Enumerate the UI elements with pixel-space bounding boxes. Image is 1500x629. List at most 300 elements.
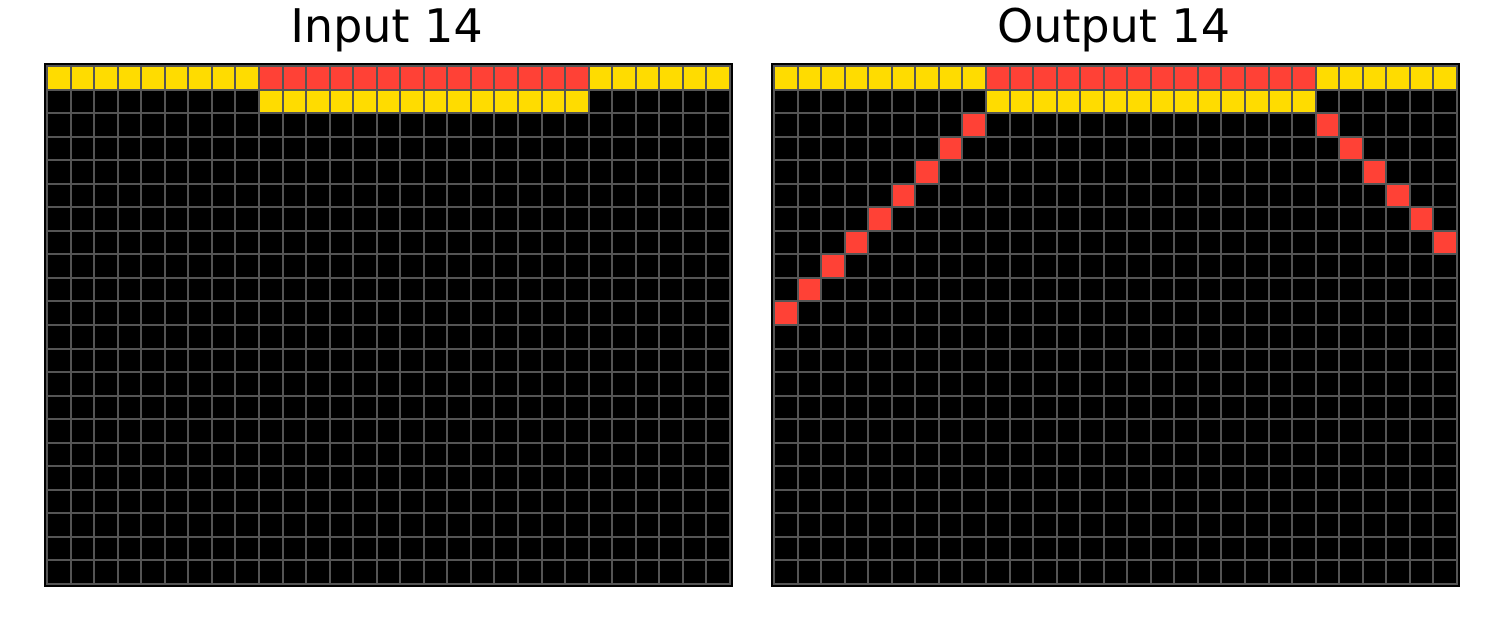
- cell-empty: [799, 302, 821, 324]
- cell-empty: [1317, 467, 1339, 489]
- cell-empty: [1034, 255, 1056, 277]
- cell-empty: [189, 467, 211, 489]
- cell-empty: [799, 420, 821, 442]
- cell-empty: [307, 397, 329, 419]
- cell-empty: [495, 420, 517, 442]
- cell-empty: [637, 444, 659, 466]
- cell-empty: [707, 561, 729, 583]
- cell-empty: [660, 420, 682, 442]
- cell-empty: [1199, 350, 1221, 372]
- cell-red: [822, 255, 844, 277]
- cell-empty: [987, 232, 1009, 254]
- cell-empty: [472, 491, 494, 513]
- cell-empty: [613, 91, 635, 113]
- cell-empty: [987, 420, 1009, 442]
- cell-empty: [307, 232, 329, 254]
- cell-empty: [1175, 561, 1197, 583]
- cell-empty: [799, 208, 821, 230]
- cell-empty: [590, 467, 612, 489]
- cell-empty: [1011, 350, 1033, 372]
- cell-empty: [1175, 302, 1197, 324]
- cell-empty: [354, 255, 376, 277]
- cell-empty: [95, 561, 117, 583]
- cell-empty: [1058, 302, 1080, 324]
- cell-empty: [1434, 138, 1456, 160]
- cell-empty: [189, 114, 211, 136]
- cell-empty: [213, 232, 235, 254]
- cell-empty: [166, 350, 188, 372]
- cell-empty: [495, 561, 517, 583]
- cell-empty: [963, 208, 985, 230]
- cell-empty: [684, 514, 706, 536]
- cell-empty: [893, 208, 915, 230]
- cell-empty: [1199, 326, 1221, 348]
- cell-empty: [637, 561, 659, 583]
- cell-empty: [401, 397, 423, 419]
- cell-empty: [822, 232, 844, 254]
- cell-empty: [1246, 255, 1268, 277]
- cell-yellow: [1246, 91, 1268, 113]
- cell-empty: [1434, 185, 1456, 207]
- input-title: Input 14: [290, 0, 483, 53]
- cell-empty: [119, 138, 141, 160]
- cell-empty: [1034, 561, 1056, 583]
- cell-empty: [1340, 232, 1362, 254]
- cell-empty: [142, 302, 164, 324]
- cell-empty: [213, 373, 235, 395]
- cell-red: [543, 67, 565, 89]
- cell-empty: [590, 185, 612, 207]
- cell-empty: [119, 514, 141, 536]
- cell-empty: [543, 467, 565, 489]
- cell-empty: [707, 279, 729, 301]
- cell-empty: [1387, 514, 1409, 536]
- cell-red: [916, 161, 938, 183]
- cell-yellow: [1293, 91, 1315, 113]
- cell-empty: [331, 561, 353, 583]
- cell-empty: [707, 444, 729, 466]
- cell-yellow: [260, 91, 282, 113]
- cell-empty: [519, 138, 541, 160]
- cell-empty: [1293, 255, 1315, 277]
- cell-empty: [260, 538, 282, 560]
- cell-empty: [613, 561, 635, 583]
- cell-red: [1434, 232, 1456, 254]
- cell-empty: [472, 538, 494, 560]
- cell-empty: [472, 444, 494, 466]
- cell-empty: [425, 138, 447, 160]
- cell-empty: [775, 420, 797, 442]
- cell-empty: [1175, 138, 1197, 160]
- cell-empty: [940, 326, 962, 348]
- cell-empty: [637, 255, 659, 277]
- cell-empty: [940, 208, 962, 230]
- cell-empty: [987, 397, 1009, 419]
- cell-red: [1105, 67, 1127, 89]
- cell-empty: [869, 91, 891, 113]
- cell-empty: [1364, 91, 1386, 113]
- cell-empty: [1222, 302, 1244, 324]
- cell-empty: [1411, 467, 1433, 489]
- cell-yellow: [543, 91, 565, 113]
- cell-empty: [963, 561, 985, 583]
- cell-empty: [1246, 185, 1268, 207]
- cell-empty: [684, 279, 706, 301]
- cell-empty: [869, 420, 891, 442]
- cell-empty: [822, 208, 844, 230]
- cell-empty: [213, 561, 235, 583]
- cell-empty: [284, 161, 306, 183]
- cell-empty: [284, 114, 306, 136]
- cell-empty: [48, 232, 70, 254]
- cell-yellow: [1340, 67, 1362, 89]
- cell-empty: [916, 138, 938, 160]
- cell-empty: [1058, 232, 1080, 254]
- cell-empty: [1434, 373, 1456, 395]
- cell-empty: [963, 397, 985, 419]
- cell-empty: [166, 114, 188, 136]
- cell-empty: [893, 91, 915, 113]
- cell-empty: [637, 538, 659, 560]
- cell-empty: [1411, 138, 1433, 160]
- cell-empty: [1081, 561, 1103, 583]
- cell-empty: [1411, 279, 1433, 301]
- cell-empty: [707, 161, 729, 183]
- cell-empty: [799, 326, 821, 348]
- cell-empty: [1011, 397, 1033, 419]
- cell-empty: [1293, 114, 1315, 136]
- cell-empty: [916, 114, 938, 136]
- cell-empty: [1246, 208, 1268, 230]
- cell-empty: [213, 91, 235, 113]
- cell-empty: [119, 326, 141, 348]
- cell-empty: [142, 185, 164, 207]
- cell-empty: [1340, 91, 1362, 113]
- cell-red: [566, 67, 588, 89]
- cell-red: [401, 67, 423, 89]
- cell-empty: [495, 302, 517, 324]
- cell-empty: [660, 326, 682, 348]
- cell-empty: [307, 279, 329, 301]
- cell-empty: [543, 302, 565, 324]
- cell-empty: [916, 279, 938, 301]
- cell-empty: [95, 91, 117, 113]
- cell-empty: [260, 302, 282, 324]
- cell-empty: [543, 114, 565, 136]
- cell-empty: [260, 397, 282, 419]
- cell-empty: [1034, 491, 1056, 513]
- cell-empty: [189, 232, 211, 254]
- cell-empty: [684, 373, 706, 395]
- cell-empty: [660, 538, 682, 560]
- cell-empty: [1317, 279, 1339, 301]
- cell-empty: [893, 514, 915, 536]
- cell-empty: [846, 397, 868, 419]
- cell-empty: [236, 514, 258, 536]
- cell-empty: [707, 208, 729, 230]
- cell-empty: [213, 161, 235, 183]
- cell-empty: [189, 161, 211, 183]
- cell-empty: [1246, 232, 1268, 254]
- cell-empty: [1128, 302, 1150, 324]
- cell-empty: [1105, 185, 1127, 207]
- cell-empty: [331, 185, 353, 207]
- cell-empty: [1270, 538, 1292, 560]
- cell-yellow: [799, 67, 821, 89]
- cell-empty: [119, 255, 141, 277]
- cell-empty: [1175, 444, 1197, 466]
- cell-empty: [590, 326, 612, 348]
- cell-empty: [378, 326, 400, 348]
- cell-empty: [1411, 302, 1433, 324]
- cell-empty: [1011, 467, 1033, 489]
- cell-empty: [331, 326, 353, 348]
- cell-empty: [1081, 491, 1103, 513]
- cell-empty: [472, 397, 494, 419]
- cell-empty: [707, 350, 729, 372]
- cell-empty: [1034, 161, 1056, 183]
- cell-empty: [401, 373, 423, 395]
- cell-empty: [284, 491, 306, 513]
- cell-empty: [1340, 514, 1362, 536]
- cell-red: [1058, 67, 1080, 89]
- cell-empty: [213, 279, 235, 301]
- cell-empty: [775, 538, 797, 560]
- cell-empty: [1387, 326, 1409, 348]
- cell-empty: [1058, 138, 1080, 160]
- cell-empty: [613, 491, 635, 513]
- cell-empty: [1128, 467, 1150, 489]
- cell-red: [893, 185, 915, 207]
- cell-empty: [869, 302, 891, 324]
- cell-empty: [963, 326, 985, 348]
- cell-yellow: [707, 67, 729, 89]
- cell-empty: [1340, 208, 1362, 230]
- cell-red: [331, 67, 353, 89]
- cell-empty: [1246, 161, 1268, 183]
- cell-empty: [95, 302, 117, 324]
- cell-empty: [1152, 373, 1174, 395]
- cell-empty: [1222, 420, 1244, 442]
- cell-empty: [1152, 397, 1174, 419]
- cell-empty: [637, 397, 659, 419]
- cell-empty: [1175, 397, 1197, 419]
- cell-empty: [660, 114, 682, 136]
- cell-empty: [72, 326, 94, 348]
- cell-yellow: [378, 91, 400, 113]
- cell-empty: [916, 232, 938, 254]
- cell-empty: [566, 491, 588, 513]
- cell-yellow: [448, 91, 470, 113]
- cell-red: [495, 67, 517, 89]
- cell-empty: [95, 397, 117, 419]
- cell-empty: [354, 420, 376, 442]
- cell-empty: [1246, 420, 1268, 442]
- cell-yellow: [893, 67, 915, 89]
- cell-yellow: [940, 67, 962, 89]
- cell-empty: [401, 255, 423, 277]
- cell-empty: [684, 397, 706, 419]
- cell-empty: [95, 138, 117, 160]
- cell-empty: [869, 538, 891, 560]
- cell-empty: [495, 185, 517, 207]
- cell-empty: [1434, 561, 1456, 583]
- cell-empty: [1152, 491, 1174, 513]
- cell-empty: [189, 444, 211, 466]
- cell-empty: [1222, 373, 1244, 395]
- cell-yellow: [1152, 91, 1174, 113]
- cell-empty: [307, 255, 329, 277]
- cell-empty: [189, 538, 211, 560]
- cell-empty: [1058, 279, 1080, 301]
- cell-empty: [1340, 444, 1362, 466]
- cell-yellow: [1011, 91, 1033, 113]
- cell-empty: [893, 373, 915, 395]
- cell-empty: [1011, 514, 1033, 536]
- cell-empty: [893, 114, 915, 136]
- cell-empty: [401, 444, 423, 466]
- cell-empty: [378, 561, 400, 583]
- cell-red: [307, 67, 329, 89]
- cell-empty: [260, 514, 282, 536]
- cell-empty: [1058, 208, 1080, 230]
- cell-empty: [963, 538, 985, 560]
- cell-empty: [1152, 138, 1174, 160]
- cell-empty: [1293, 538, 1315, 560]
- cell-empty: [543, 491, 565, 513]
- cell-empty: [822, 538, 844, 560]
- cell-empty: [869, 185, 891, 207]
- cell-empty: [543, 561, 565, 583]
- cell-empty: [846, 138, 868, 160]
- cell-empty: [637, 302, 659, 324]
- cell-yellow: [213, 67, 235, 89]
- cell-empty: [189, 561, 211, 583]
- cell-empty: [707, 467, 729, 489]
- cell-empty: [613, 302, 635, 324]
- cell-empty: [166, 91, 188, 113]
- cell-empty: [613, 255, 635, 277]
- cell-yellow: [354, 91, 376, 113]
- cell-empty: [495, 444, 517, 466]
- cell-empty: [72, 138, 94, 160]
- cell-empty: [1387, 491, 1409, 513]
- cell-empty: [822, 138, 844, 160]
- cell-empty: [1364, 491, 1386, 513]
- cell-empty: [940, 114, 962, 136]
- cell-empty: [1387, 538, 1409, 560]
- cell-empty: [1128, 255, 1150, 277]
- cell-empty: [378, 397, 400, 419]
- cell-empty: [95, 444, 117, 466]
- cell-empty: [236, 208, 258, 230]
- cell-empty: [590, 491, 612, 513]
- cell-empty: [307, 161, 329, 183]
- cell-empty: [822, 561, 844, 583]
- cell-red: [846, 232, 868, 254]
- cell-empty: [822, 91, 844, 113]
- cell-empty: [166, 514, 188, 536]
- cell-red: [378, 67, 400, 89]
- cell-empty: [284, 138, 306, 160]
- cell-empty: [893, 161, 915, 183]
- cell-empty: [1246, 397, 1268, 419]
- cell-empty: [495, 467, 517, 489]
- cell-empty: [1246, 514, 1268, 536]
- cell-red: [1340, 138, 1362, 160]
- cell-empty: [119, 91, 141, 113]
- cell-empty: [401, 232, 423, 254]
- cell-empty: [48, 467, 70, 489]
- cell-empty: [519, 161, 541, 183]
- cell-empty: [354, 138, 376, 160]
- cell-empty: [543, 397, 565, 419]
- cell-empty: [1152, 208, 1174, 230]
- cell-empty: [1317, 491, 1339, 513]
- cell-empty: [95, 538, 117, 560]
- cell-empty: [401, 538, 423, 560]
- cell-empty: [707, 326, 729, 348]
- cell-empty: [613, 326, 635, 348]
- cell-empty: [189, 326, 211, 348]
- cell-empty: [284, 397, 306, 419]
- cell-empty: [590, 514, 612, 536]
- cell-empty: [637, 350, 659, 372]
- cell-empty: [1387, 91, 1409, 113]
- cell-empty: [893, 397, 915, 419]
- cell-empty: [166, 302, 188, 324]
- cell-empty: [72, 161, 94, 183]
- cell-empty: [1387, 232, 1409, 254]
- cell-empty: [822, 514, 844, 536]
- cell-empty: [1364, 255, 1386, 277]
- cell-empty: [1175, 279, 1197, 301]
- cell-empty: [590, 279, 612, 301]
- cell-empty: [684, 91, 706, 113]
- cell-empty: [637, 373, 659, 395]
- cell-empty: [1199, 561, 1221, 583]
- cell-empty: [1199, 467, 1221, 489]
- cell-empty: [1034, 279, 1056, 301]
- cell-empty: [846, 491, 868, 513]
- cell-empty: [331, 302, 353, 324]
- output-title: Output 14: [997, 0, 1230, 53]
- cell-empty: [1081, 326, 1103, 348]
- cell-yellow: [1175, 91, 1197, 113]
- cell-empty: [637, 279, 659, 301]
- cell-empty: [1081, 302, 1103, 324]
- cell-empty: [566, 326, 588, 348]
- cell-yellow: [1105, 91, 1127, 113]
- cell-empty: [1317, 373, 1339, 395]
- cell-empty: [236, 185, 258, 207]
- cell-empty: [543, 232, 565, 254]
- cell-empty: [472, 232, 494, 254]
- cell-empty: [1034, 397, 1056, 419]
- cell-empty: [142, 561, 164, 583]
- cell-empty: [48, 514, 70, 536]
- cell-empty: [378, 373, 400, 395]
- cell-yellow: [331, 91, 353, 113]
- cell-empty: [1152, 326, 1174, 348]
- cell-empty: [963, 161, 985, 183]
- cell-empty: [189, 397, 211, 419]
- cell-empty: [987, 302, 1009, 324]
- cell-empty: [1152, 255, 1174, 277]
- cell-yellow: [119, 67, 141, 89]
- cell-empty: [260, 279, 282, 301]
- cell-empty: [775, 444, 797, 466]
